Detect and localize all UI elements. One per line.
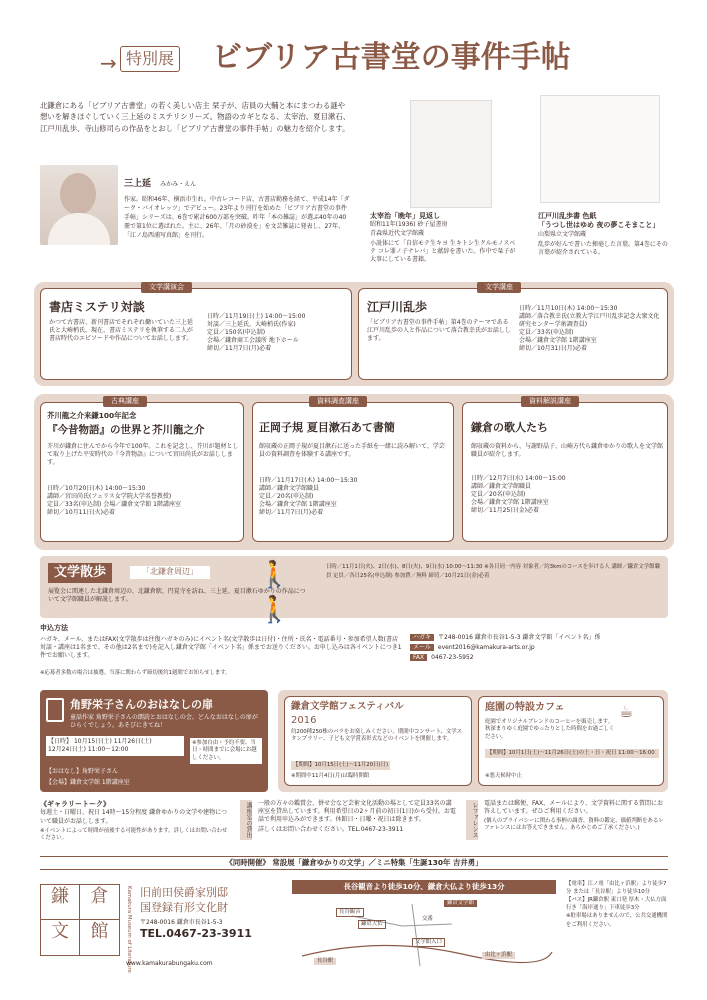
detail-line: 締切／11月7日(月)必着 — [259, 509, 324, 517]
gallery-text: 毎週土・日曜日、祝日 14時〜15分程度 鎌倉ゆかりの文学や建物について職員がお話しします。 — [40, 809, 227, 825]
author-bio: 作家。昭和46年、横浜市生れ。中古レコード店、古書店勤務を経て、平成14年「ダーク・バイオレッツ」でデビュー。23年より刊行を始めた「ビブリア古書堂の事件手帖」シリーズは、6巻で累計600万部を突破。昨年「本の雑誌」が選ぶ40年の40冊で第1位に選ばれた。主に、26年、「月の砂漠を」を文芸雑誌に発表し、27年、「江ノ島西浦写真館」を刊行。 — [124, 196, 350, 239]
heritage-line: 国登録有形文化財 — [140, 900, 228, 914]
map-label: 鎌倉大仏 — [358, 920, 386, 929]
lecture-title: 『今昔物語』の世界と芥川龍之介 — [47, 424, 205, 436]
exhibit-desc: 小説体にて「自信モテ生キヨ 生キトシ生クルモノスベテ コレ罪ノ子ナレバ」と献辞を書いた。作中で栞子が大事にしている書籍。 — [370, 239, 516, 263]
walk-area: 「北鎌倉周辺」 — [130, 566, 210, 579]
map-label: 交番 — [422, 916, 433, 922]
story-title: 角野栄子さんのおはなしの扉 — [70, 698, 213, 711]
concurrent-bar — [40, 856, 668, 870]
detail-line: 会場／鎌倉文学館 1階講座室 — [259, 501, 337, 509]
fax-number: 0467-23-5952 — [431, 654, 474, 662]
footer-tel: TEL.0467-23-3911 — [140, 926, 252, 940]
logo-char: 館 — [90, 921, 109, 942]
map-label: 文学館入口 — [412, 938, 445, 947]
exhibit-sub: 「うつし世はゆめ 夜の夢こそまこと」 — [538, 221, 660, 230]
room-text: 一般の方々の鑑賞会、併せ会など芸術文化活動の場として定員33名の講座室を貸出しています。利用希望日の2ヶ月前の初日(1日)から受付。お電話で利用申込みができます。休館日・日曜・祝日は除きます。 — [258, 800, 456, 824]
walk-details: 日時／11月1日(火)、2日(水)、8日(火)、9日(水) 10:00〜11:30 ※各日同一内容 対象者／約3kmのコースを歩ける人 講師／鎌倉文学館職員 定員／各日25名(申込制) 参加費／無料 締切／10月21日(金)必着 — [326, 564, 660, 579]
detail-line: 会場／鎌倉文学館 1階講座室 — [471, 499, 549, 507]
story-desc: 童話作家 角野栄子さんの朗読とおはなしの会。どんなおはなしの扉がひらくでしょう。あそびにきてね！ — [70, 714, 258, 730]
exhibit-owner: 山梨県立文学館蔵 — [538, 230, 587, 238]
reference-note: (個人のプライバシーに関わる事柄の調査、資料の鑑定、価値判断をあるレファレンスにはお答えできません。あらかじめご了承ください。) — [484, 818, 664, 832]
festival-year: 2016 — [291, 715, 317, 726]
concurrent-text: 《同時開催》 常設展「鎌倉ゆかりの文学」／ミニ特集「生誕130年 吉井勇」 — [225, 858, 483, 867]
page-title: ビブリア古書堂の事件手帖 — [212, 40, 571, 75]
detail-line: 日時／11月17日(木) 14:00〜15:30 — [259, 477, 358, 484]
lecture-desc: 館収蔵の資料から、与謝野晶子、山崎方代ら鎌倉ゆかりの歌人を文学館職員が紹介します。 — [471, 443, 664, 459]
exhibit-owner: 青森県近代文学館蔵 — [370, 229, 425, 237]
lecture-card-akutagawa — [40, 397, 244, 542]
apply-note: ※応募者多数の場合は抽選。当落に関わらず締切後約1週間でお知らせします。 — [40, 670, 231, 676]
exhibit-title: 太宰治「晩年」見返し — [370, 212, 440, 220]
author-kana: みかみ・えん — [160, 181, 197, 188]
exhibit-title: 江戸川乱歩書 色紙 — [538, 212, 597, 220]
mail-address[interactable]: event2016@kamakura-arts.or.jp — [437, 644, 535, 652]
detail-line: 締切／10月31日(月)必着 — [519, 345, 587, 353]
walk-title: 文学散歩 — [48, 563, 112, 583]
header-title-block — [100, 40, 660, 80]
logo-char: 倉 — [80, 885, 119, 920]
access-text: 長谷観音より徒歩10分、鎌倉大仏より徒歩13分 — [343, 882, 505, 891]
detail-line: 締切／11月7日(月)必着 — [207, 345, 272, 353]
detail-line: 定員／33名(申込制) 会場／鎌倉文学館 1階講座室 — [47, 501, 181, 509]
detail-line: 講師／鎌倉文学館職員 — [259, 485, 320, 493]
lecture-desc: 館収蔵の正岡子規が夏目漱石に送った手紙を一緒に読み解いて、学芸員の資料調査を体験する講座です。 — [259, 443, 445, 459]
story-guest: 【おはなし】角野栄子さん — [46, 768, 119, 775]
lecture-desc: 芥川が鎌倉に住んでから今年で100年。これを記念し、芥川が題材として取り上げた平安時代の『今昔物語』について宮田尚氏がお話しします。 — [47, 443, 239, 467]
festival-note: ※期間中11月4日(月)は臨時開館 — [291, 773, 370, 779]
reference-block — [484, 800, 668, 833]
lecture-title: 書店ミステリ対談 — [49, 300, 145, 314]
detail-line: 定員／33名(申込制) — [519, 329, 574, 337]
access-map — [292, 896, 556, 974]
room-label: 講座室の貸出 — [240, 800, 252, 840]
cafe-title: 庭園の特設カフェ — [485, 702, 565, 713]
festival-card — [284, 696, 472, 786]
title-arrow-icon: → — [100, 51, 117, 75]
lecture-details — [259, 477, 449, 517]
detail-line: 対談／三上延氏、大崎梢氏(作家) — [207, 321, 296, 329]
lecture-card-shiki — [252, 397, 454, 542]
postal-label: ハガキ — [410, 634, 434, 641]
detail-line: 定員／20名(申込制) — [259, 493, 314, 501]
door-icon — [46, 698, 64, 722]
heritage-block — [140, 886, 280, 942]
lecture-card-poets — [462, 397, 668, 542]
lecture-category: 古典講座 — [103, 396, 147, 407]
author-photo — [40, 165, 118, 245]
cafe-card — [478, 696, 664, 786]
walk-desc: 展覧会に関連した北鎌倉周辺の、北鎌倉駅、円覚寺を訪ね、三上延、夏目漱石ゆかりの作品について文学館職員が解説します。 — [48, 588, 306, 604]
cafe-note: ※悪天候時中止 — [485, 773, 522, 779]
intro-text: 北鎌倉にある「ビブリア古書堂」の若く美しい店主 栞子が、店員の大輔と本にまつわる謎や想いを解きほぐしていく三上延のミステリシリーズ。物語のカギとなる、太宰治、夏目漱石、江戸川乱歩、寺山修司らの作品をとおし「ビブリア古書堂の事件手帖」の魅力を紹介します。 — [40, 101, 351, 133]
exhibit-tag: 特別展 — [120, 46, 180, 72]
gallery-heading: 《ギャラリートーク》 — [40, 800, 110, 808]
lecture-category: 文学講演会 — [141, 282, 192, 293]
lecture-desc: かつて古書店、新刊書店でそれぞれ働いていた三上延氏と大崎梢氏。現在、書店ミステリを執筆する二人が書店時代のエピソードや作品についてお話しします。 — [49, 319, 194, 343]
logo-char: 文 — [41, 920, 80, 955]
logo-english: Kamakura Museum of Literature — [126, 886, 132, 973]
map-label: 長谷駅 — [314, 958, 336, 965]
author-name-text: 三上延 — [124, 179, 152, 189]
footer-url[interactable]: www.kamakurabungaku.com — [126, 960, 213, 967]
story-dates: 10月15日(土) 11月26日(土) 12月24日(土) 11:00〜12:00 — [48, 738, 152, 754]
detail-line: 会場／鎌倉商工会議所 地下ホール — [207, 337, 299, 345]
story-date-label: 【日時】 — [48, 738, 73, 745]
exhibit-desc: 乱歩が好んで書いた揮毫した言葉。第4巻にその言葉が紹介されている。 — [538, 240, 668, 257]
access-bar — [292, 880, 556, 894]
logo-char: 鎌 — [41, 885, 80, 920]
detail-line: 日時／12月7日(水) 14:00〜15:00 — [471, 475, 566, 482]
detail-line: 講師／鎌倉文学館職員 — [471, 483, 532, 491]
reference-text: 電話または郵便、FAX、メールにより、文学資料に関する質問にお答えしています。ぜひご利用ください。 — [484, 800, 663, 816]
fax-label: FAX — [410, 654, 427, 661]
apply-heading: 申込方法 — [40, 624, 68, 632]
map-label: 鎌倉文学館 — [444, 900, 477, 907]
festival-period: 【期間】10月15日(土)〜11月20日(日) — [291, 761, 390, 770]
lecture-card-ranpo — [358, 283, 668, 380]
room-contact: 詳しくはお問い合わせください。TEL.0467-23-3911 — [258, 826, 404, 834]
lecture-category: 文学講座 — [477, 282, 521, 293]
story-dates-box — [46, 736, 184, 756]
lecture-details — [471, 475, 663, 515]
apply-text: ハガキ、メール、またはFAX(文学散歩は往復ハガキのみ)にイベント名(文学散歩は日付)・住所・氏名・電話番号・参加希望人数(書店対談・講座は1名まで、その他は2名まで)を記入し鎌倉文学館「イベント名」係までお送りください。お申し込みは各イベントにつき1件でお願いします。 — [40, 636, 402, 660]
footer-address: 〒248-0016 鎌倉市長谷1-5-3 — [140, 918, 223, 926]
festival-title: 鎌倉文学館フェスティバル — [291, 701, 404, 712]
cafe-period: 【期間】10月1日(土)〜11月26日(土)の土・日・祝日 11:00〜16:00 — [485, 749, 659, 758]
walk-figures-icon: 🚶🚶 — [258, 560, 291, 626]
exhibit-caption-dazai — [370, 212, 520, 264]
lecture-category: 資料解説講座 — [521, 396, 579, 407]
lecture-title: 江戸川乱歩 — [367, 300, 428, 314]
museum-logo — [40, 884, 120, 956]
story-panel — [40, 690, 268, 792]
detail-line: 日時／11月19日(土) 14:00〜15:00 — [207, 313, 306, 320]
exhibit-image-ranpo — [540, 95, 660, 203]
author-name — [124, 178, 196, 190]
map-label: 由比ヶ浜駅 — [482, 952, 515, 959]
lecture-title: 正岡子規 夏目漱石あて書簡 — [259, 421, 395, 434]
detail-line: 定員／20名(申込制) — [471, 491, 526, 499]
detail-line: 講師／宮田尚氏(フェリス女学院大学名誉教授) — [47, 493, 172, 501]
lecture-title: 鎌倉の歌人たち — [471, 421, 548, 434]
lecture-category: 資料調査講座 — [309, 396, 367, 407]
story-note: ※参加自由・予約不要、当日・時間までに会場にお越しください。 — [190, 738, 262, 764]
detail-line: 定員／150名(申込制) — [207, 329, 266, 337]
cafe-desc: 庭園でオリジナルブレンドのコーヒーを販売します。秋深まりゆく庭園でゆったりとした時間をお過ごしください。 — [485, 719, 615, 740]
heritage-line: 旧前田侯爵家別邸 — [140, 886, 228, 899]
room-block — [258, 800, 456, 834]
detail-line: 日時／10月20日(木) 14:00〜15:30 — [47, 485, 146, 492]
detail-line: 会場／鎌倉文学館 1階講座室 — [519, 337, 597, 345]
detail-line: 日時／11月10日(木) 14:00〜15:30 — [519, 305, 618, 312]
apply-contacts — [410, 634, 668, 662]
exhibit-caption-ranpo — [538, 212, 668, 257]
lecture-details — [519, 305, 665, 354]
detail-line: 締切／11月25日(金)必着 — [471, 507, 539, 515]
festival-desc: 約200種250株のバラをお楽しみください。期間中コンサート、文学スタンプラリー、子ども文学賞表彰式などのイベントを開催します。 — [291, 729, 463, 743]
lecture-details — [207, 313, 349, 353]
reference-label: レファレンス — [466, 800, 478, 840]
transport-info: 【電車】江ノ電「由比ヶ浜駅」より徒歩7分 または「長谷駅」より徒歩10分 【バス】JR鎌倉駅 東口発 厚木・大仏方面行き「海岸通り」下車徒歩3分 ※駐車場はありませんので、公共交通機関をご利用ください。 — [566, 881, 668, 928]
gallery-note: ※イベントによって時間が前後する可能性があります。詳しくはお問い合わせください。 — [40, 827, 228, 841]
detail-line: 講師／落合教幸氏(立教大学江戸川乱歩記念大衆文化研究センター学術調査員) — [519, 313, 660, 329]
lecture-card-dialogue — [40, 283, 352, 380]
exhibit-sub: 昭和11年(1936) 砂子屋書房 — [370, 221, 448, 229]
exhibit-image-dazai — [410, 100, 492, 208]
lecture-kicker: 芥川龍之介来鎌100年記念 — [47, 411, 137, 420]
map-label: 長谷観音 — [336, 908, 364, 917]
mail-label: メール — [410, 644, 434, 651]
story-venue: 【会場】鎌倉文学館 1階講座室 — [46, 779, 130, 786]
lecture-desc: 「ビブリア古書堂の事件手帖」第4巻のテーマである江戸川乱歩の人と作品について落合教幸氏がお話しします。 — [367, 319, 511, 343]
postal-address: 〒248-0016 鎌倉市長谷1-5-3 鎌倉文学館「イベント名」係 — [438, 634, 601, 641]
coffee-cup-icon: ☕ — [619, 702, 634, 721]
lecture-details — [47, 485, 241, 517]
gallery-block — [40, 800, 230, 842]
detail-line: 締切／10月11日(火)必着 — [47, 509, 115, 517]
